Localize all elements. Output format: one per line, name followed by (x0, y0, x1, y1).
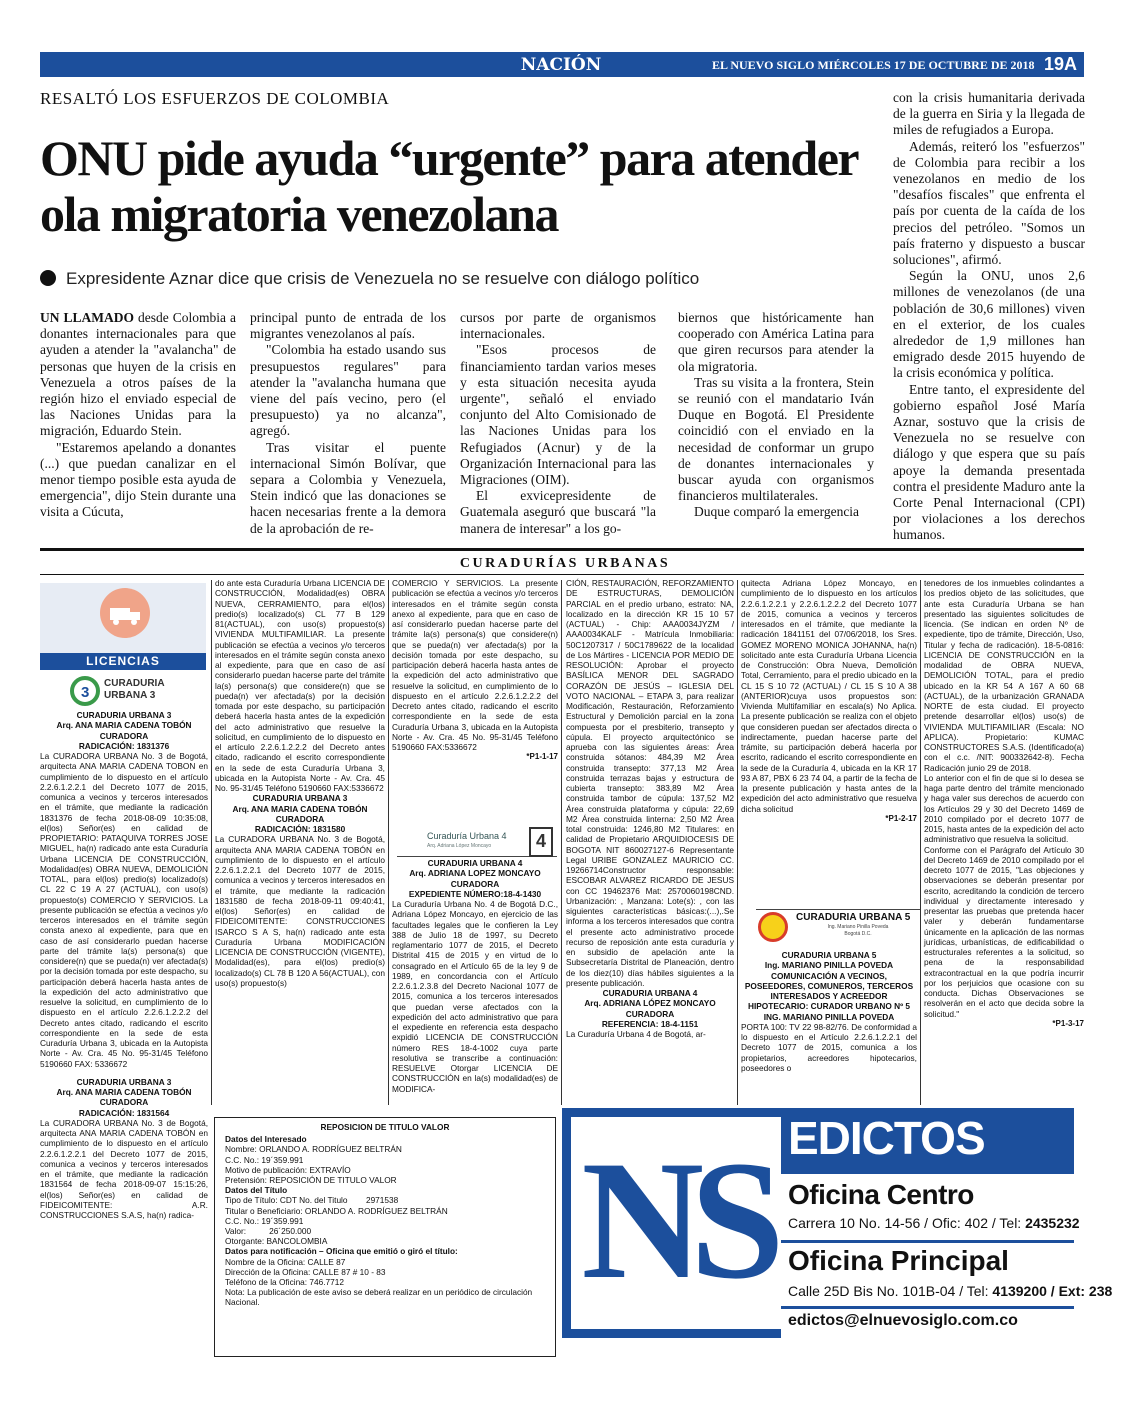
bullet-icon (40, 270, 56, 286)
notice-heading: RADICACIÓN: 1831580 (254, 824, 346, 834)
notice-body: La Curaduría Urbana No. 4 de Bogotá D.C., Adriana López Moncayo, en ejercicio de las facultades legales que le confieren la Ley 388 de Julio 18 de 1997, su Decreto reglamentario 1077 de 2015, el Decreto Distrital 415 de 2015 y en virtud de lo consagrado en el Artículo 65 de la ley 9 de 1989, en concordancia con el Artículo 2.2.6.1.2.3.8 del Decreto Nacional 1077 de 2015, comunica a los terceros interesados que puedan verse afectados con la expedición del acto administrativo que para el expediente en referencia esta despacho expidió LICENCIA DE CONSTRUCCIÓN número RES 18-4-1002 cuya parte resolutiva se transcribe a continuación: RESUELVE Otorgar LICENCIA DE CONSTRUCCIÓN en la(s) modalidad(es) de MODIFICA- (392, 899, 558, 1094)
edictos-title: EDICTOS (788, 1112, 985, 1164)
legal-column-1 (40, 710, 208, 1220)
col2-p1: principal punto de entrada de los migrantes venezolanos al país. (250, 310, 446, 342)
article-column-4 (678, 310, 874, 521)
column-rule (388, 580, 389, 1105)
cu4-logo-mark: 4 (529, 827, 553, 857)
repo-heading: Datos para notificación – Oficina que emitió o giró el título: (225, 1246, 458, 1257)
col5-p1: con la crisis humanitaria derivada de la guerra en Siria y la llegada de miles de refugiados a Europa. (893, 90, 1085, 138)
notice-body: COMERCIO Y SERVICIOS. La presente publicación se efectúa a vecinos y/o terceros interesados en el trámite según consta anexo al expediente, para que en caso de así considerarlo puedan hacerse parte del trámite la(s) persona(s) que considere(n) que se pueda(n) ver afectada(s) por la decisión tomada por este despacho, su participación deberá hacerla hasta antes de la expedición del acto administrativo que resuelve la solicitud, en cumplimiento de lo dispuesto en el artículo 2.2.6.1.2.2.2 del Decreto antes citado, radicando el escrito correspondiente en la sede de esta Curaduría Urbana 3, ubicada en la Autopista Norte - Av. Cra. 45 No. 95-31/45 Teléfono 5190660 FAX:5336672 (392, 578, 558, 752)
notice-body: La CURADORA URBANA No. 3 de Bogotá, arquitecta ANA MARIA CADENA TOBÓN en cumplimiento de lo dispuesto en el artículo 2.2.6.1.2.2.1 del Decreto 1077 de 2015, comunica a vecinos y terceros interesados en el trámite, que mediante la radicación 1831580 de fecha 2018-09-11 09:40:41, el(los) Señor(es) en calidad de FIDEICOMITENTE: CONSTRUCCIONES ISARCO S A S, ha(n) radicado ante esta Curaduría Urbana MODIFICACIÓN LICENCIA DE CONSTRUCCIÓN (VIGENTE), Modalidad(es), para el(los) predio(s) localizado(s) CL 78 B 120 A 56(ACTUAL), con uso(s) propuesto(s) (215, 834, 385, 988)
notice-body: do ante esta Curaduría Urbana LICENCIA DE CONSTRUCCIÓN, Modalidad(es) OBRA NUEVA, CERRAMIENTO, para el(los) predio(s) localizado(s) CL 77 B 129 81(ACTUAL), con uso(s) propuesto(s) VIVIENDA MULTIFAMILIAR. La presente publicación se efectúa a vecinos y/o terceros interesados en el trámite según consta anexo al expediente, para que en caso de así considerarlo puedan hacerse parte del trámite la(s) persona(s) que considere(n) que se pueda(n) ver afectada(s) por la decisión tomada por este despacho, su participación deberá hacerla hasta antes de la expedición del acto administrativo que resuelve la solicitud, en cumplimiento de lo dispuesto en el artículo 2.2.6.1.2.2.2 del Decreto antes citado, radicando el escrito correspondiente en la sede de esta Curaduría Urbana 3, ubicada en la Autopista Norte - Av. Cra. 45 No. 95-31/45 Teléfono 5190660 FAX:5336672 (215, 578, 385, 793)
legal-column-3b (392, 858, 558, 1094)
issue-info: EL NUEVO SIGLO MIÉRCOLES 17 DE OCTUBRE DE 2018 (712, 58, 1035, 72)
repo-line: C.C. No.: 19´359.991 (225, 1154, 304, 1165)
article-column-3 (460, 310, 656, 537)
notice-ref: *P1-3-17 (1052, 1018, 1084, 1028)
section-rule (40, 574, 1084, 575)
section-name: NACIÓN (520, 55, 602, 75)
column-rule (211, 580, 212, 1105)
notice-body: Conforme con el Parágrafo del Artículo 30 del Decreto 1469 de 2010 compilado por el decreto 1077 de 2015, "Las objeciones y observaciones se deberán presentar por escrito, acreditando la condición de tercero individual y directamente interesado y presentar las pruebas que pretenda hacer valer y deberán fundamentarse únicamente en la aplicación de las normas jurídicas, urbanísticas, de edificabilidad o estructurales referentes a la solicitud, so pena de la responsabilidad extracontractual en la que podría incurrir por los perjuicios que ocasione con su conducta. Dichas Observaciones se resolverán en el acto que decida sobre la solicitud." (924, 844, 1084, 1019)
mixer-truck-icon (100, 588, 150, 638)
reposicion-notice (214, 1117, 556, 1357)
col3-p3: El exvicepresidente de Guatemala aseguró que buscará "la manera de interesar" a los go- (460, 488, 656, 536)
office-principal: Oficina Principal (788, 1245, 1009, 1276)
notice-ref: *P1-1-17 (526, 752, 558, 762)
office-centro-address (788, 1214, 1080, 1232)
article-column-1 (40, 310, 236, 521)
addr2-ext: / Ext: 238 (1046, 1283, 1113, 1299)
repo-line: Nombre: ORLANDO A. RODRÍGUEZ BELTRÁN (225, 1144, 402, 1155)
notice-body: tenedores de los inmuebles colindantes a los predios objeto de las solicitudes, que ante esta Curaduría Urbana se han presentado las siguientes solicitudes de licencia. (Se indican en orden Nº de expediente, tipo de trámite, Dirección, Uso, Titular y fecha de radicación). 18-5-0816: LICENCIA DE CONSTRUCCIÓN en la modalidad de OBRA NUEVA, DEMOLICIÓN TOTAL, para el predio ubicado en la KR 54 A 167 A 60 68 (ACTUAL), de la urbanización GRANADA NORTE de esta ciudad. El proyecto pretende desarrollar el(los) uso(s) de VIVIENDA MULTIFAMILIAR (Escala: NO APLICA). Propietario: KUMAC CONSTRUCTORES S.A.S. (Identificado(a) con el c.c. /NIT: 900332642-8). Fecha Radicación junio 29 de 2018. (924, 578, 1084, 773)
repo-line: Otorgante: BANCOLOMBIA (225, 1236, 328, 1247)
repo-heading: Datos del Interesado (225, 1134, 307, 1145)
legal-column-6 (924, 578, 1084, 1029)
curaduria4-logo (397, 825, 557, 857)
notice-heading: CURADORA (625, 1008, 675, 1019)
cu4-logo-text: Curaduría Urbana 4 (427, 831, 507, 841)
notice-heading: Arq. ANA MARIA CADENA TOBÓN (56, 1087, 192, 1097)
notice-heading: Arq. ADRIANA LÓPEZ MONCAYO (584, 998, 716, 1009)
col1-p2: "Estaremos apelando a donantes (...) que puedan canalizar en el menor tiempo posible esta ayuda de emergencia", dijo Stein durante una visita a Cúcuta, (40, 439, 236, 520)
article-subhead (40, 269, 840, 289)
column-rule (737, 580, 738, 1105)
article-kicker: RESALTÓ LOS ESFUERZOS DE COLOMBIA (40, 89, 390, 108)
ns-logo: NS (581, 1126, 771, 1314)
col4-p2: Tras su visita a la frontera, Stein se reunió con el mandatario Iván Duque en Bogotá. El Presidente coincidió con el enviado en la necesidad de conformar un grupo de donantes internacionales y buscar ayuda con organismos financieros multilaterales. (678, 374, 874, 504)
svg-text:3: 3 (81, 684, 90, 701)
notice-heading: RADICACIÓN: 1831564 (78, 1107, 170, 1118)
notice-body: quitecta Adriana López Moncayo, en cumplimiento de lo dispuesto en los artículos 2.2.6.1.2.2.1 y 2.2.6.1.2.2.2 del Decreto 1077 de 2015, comunica a vecinos y terceros interesados en el trámite, que mediante la radicación 1841151 del 07/06/2018, los Sres. GOMEZ MORENO MONICA JOHANNA, ha(n) solicitado ante esta Curaduría Urbana Licencia de Construcción: Obra Nueva, Demolición Total, Cerramiento, para el predio ubicado en la CL 15 S 10 72 (ACTUAL) / CL 15 S 10 A 38 (ANTERIOR)cuya usos propuestos son: Vivienda Multifamiliar en escala(s) No Aplica. La presente publicación se realiza con el objeto que consideren puedan ser afectados directa o indirectamente, puedan hacerse parte del trámite, su participación deberá hacerla por escrito, radicando el escrito correspondiente en la sede de la Curaduría 4, ubicada en la KR 17 93 A 87, PBX 6 23 74 04, a partir de la fecha de la presente publicación y hasta antes de la expedición del acto administrativo que resuelva dicha solicitud (741, 578, 917, 814)
repo-line: Teléfono de la Oficina: 746.7712 (225, 1277, 345, 1288)
column-rule (920, 580, 921, 1105)
notice-body: Lo anterior con el fin de que si lo desea se haga parte dentro del trámite mencionado y haga valer sus derechos de acuerdo con los Artículos 29 y 30 del Decreto 1469 de 2010 compilado por el decreto 1077 de 2015, hasta antes de la expedición del acto administrativo que resuelva la solicitud. (924, 772, 1084, 845)
notice-heading: CURADURIA URBANA 3 (76, 1076, 172, 1087)
col3-p1: cursos por parte de organismos internacionales. (460, 310, 656, 342)
column-rule (561, 580, 562, 1105)
col5-p3: Según la ONU, unos 2,6 millones de venezolanos (de una población de 30,6 millones) viven en el exterior, de los cuales alrededor de 1,9 millones han emigrado desde 2015 huyendo de la crisis económica y política. (893, 268, 1085, 381)
col5-p4: Entre tanto, el expresidente del gobierno español José María Aznar, sostuvo que la crisis de Venezuela no se resuelve con diálogo y que espera que su país apoye la demanda presentada contra el presidente Maduro ante la Corte Penal Internacional (CPI) por violaciones a los derechos humanos. (893, 381, 1085, 543)
repo-line: Nombre de la Oficina: CALLE 87 (225, 1256, 346, 1267)
notice-ref: *P1-2-17 (885, 813, 917, 823)
article-headline: ONU pide ayuda “urgente” para atender ola migratoria venezolana (40, 130, 858, 242)
office-centro: Oficina Centro (788, 1179, 974, 1210)
addr1-tel: 2435232 (1025, 1215, 1080, 1231)
col4-p3: Duque comparó la emergencia (694, 504, 860, 520)
notice-body: CIÓN, RESTAURACIÓN, REFORZAMIENTO DE ESTRUCTURAS, DEMOLICIÓN PARCIAL en el predio urbano, estrato: NA, localizado en la dirección KR 15 10 57 (ACTUAL) - Chip: AAA0034JYZM / AAA0034KALF - Matrícula Inmobiliaria: 50C1207317 / 50C1789622 de la localidad de Los Mártires - LICENCIA POR MEDIO DE RESOLUCIÓN: Aprobar el proyecto BASÍLICA MENOR DEL SAGRADO CORAZÓN DE JESÚS – IGLESIA DEL VOTO NACIONAL – ETAPA 3, para realizar Modificación, Restauración, Reforzamiento Estructural y Demolición parcial en la zona compuesta por el presbiterio, transepto y cúpula. El proyecto arquitectónico se aprueba con las siguientes áreas: Área construida sótanos: 484,39 M2 Área construida transepto: 377,13 M2 Área construida terrazas bajas y estructura de cubierta transepto: 383,89 M2 Área construida tambor de cúpula: 137,52 M2 Área construida plataforma y cúpula: 22,69 M2 Área construida linterna: 2,50 M2 Área total construida: 1246,80 M2 Titulares: en calidad de Propietario ARQUIDIOCESIS DE BOGOTA NIT 860027127-6 Representante Legal URIBE GONZALEZ MAURICIO CC. 19266714Constructor responsable: ESCOBAR ALVAREZ RICARDO DE JESUS con CC 19462376 Mat: 2570060198CND. Urbanización: , Manzana: Lote(s): , con las siguientes características básicas:(...),.Se informa a los terceros interesados que contra el presente acto administrativo procede recurso de reposición ante esta curaduría y en subsidio de apelación ante la Subsecretaría Distrital de Planeación, dentro de los diez(10) días hábiles siguientes a la presente publicación. (566, 578, 734, 988)
notice-body: La Curaduría Urbana 4 de Bogotá, ar- (566, 1029, 706, 1039)
notice-heading: EXPEDIENTE NÚMERO:18-4-1430 (408, 888, 542, 899)
repo-line: Pretensión: REPOSICIÓN DE TITULO VALOR (225, 1175, 397, 1186)
col2-p2: "Colombia ha estado usando sus presupuestos regulares" para atender la "avalancha humana que viene del país vecino, pero (el presupuesto) ya no alcanza", agregó. (250, 342, 446, 439)
section-title: CURADURÍAS URBANAS (459, 556, 671, 571)
legal-column-5b (741, 950, 917, 1073)
c3-logo-text: CURADURIA URBANA 3 (104, 678, 165, 701)
addr2-tel: 4139200 (992, 1283, 1047, 1299)
repo-line: Titular o Beneficiario: ORLANDO A. RODRÍGUEZ BELTRÁN (225, 1205, 448, 1216)
notice-heading: CURADURIA URBANA 3 (252, 793, 348, 804)
notice-heading: CURADORA (450, 878, 500, 889)
lead-word: UN LLAMADO (40, 310, 135, 325)
notice-heading: CURADURIA URBANA 4 (427, 858, 523, 868)
article-column-5 (893, 90, 1085, 544)
notice-heading: CURADORA (99, 1097, 149, 1108)
cu5-logo-title: CURADURIA URBANA 5 (796, 912, 911, 923)
subhead-text: Expresidente Aznar dice que crisis de Venezuela no se resuelve con diálogo político (66, 269, 700, 288)
cu4-logo-sub: Arq. Adriana López Moncayo (427, 843, 492, 849)
cu5-emblem-icon (758, 912, 788, 942)
legal-column-2 (215, 578, 385, 988)
repo-heading: Datos del Título (225, 1185, 288, 1196)
page-number: 19A (1044, 54, 1078, 74)
notice-heading: CURADURIA URBANA 4 (602, 988, 698, 998)
notice-heading: COMUNICACIÓN A VECINOS, POSEEDORES, COMUNEROS, TERCEROS INTERESADOS Y ACREEDOR HIPOTECARIO: CURADOR URBANO Nº 5 ING. MARIANO PINILLA POVEDA (744, 970, 914, 1022)
notice-body: La CURADORA URBANA No. 3 de Bogotá, arquitecta ANA MARIA CADENA TOBÓN en cumplimiento de lo dispuesto en el artículo 2.2.6.1.2.2.1 del Decreto 1077 de 2015, comunica a vecinos y terceros interesados en el trámite, que mediante la radicación 1831564 de fecha 2018-09-07 15:15:26, el(los) Señor(es) en calidad de FIDEICOMITENTE: A.R. CONSTRUCCIONES S.A.S, ha(n) radica- (40, 1117, 208, 1220)
repo-line: Motivo de publicación: EXTRAVÍO (225, 1164, 351, 1175)
notice-heading: Arq. ANA MARIA CADENA TOBÓN (232, 803, 368, 814)
notice-heading: REFERENCIA: 18-4-1151 (601, 1018, 699, 1029)
notice-heading: CURADORA (275, 813, 325, 824)
repo-line: Nota: La publicación de este aviso se deberá realizar en un periódico de circulación Nacional. (225, 1287, 533, 1308)
cu5-logo-sub: Ing. Mariano Pinilla Poveda (827, 924, 889, 930)
notice-heading: CURADORA (99, 730, 149, 741)
repo-line: Valor: 26´250.000 (225, 1226, 312, 1237)
notice-heading: CURADURIA URBANA 3 (76, 710, 172, 720)
col5-p2: Además, reiteró los "esfuerzos" de Colombia para recibir a los venezolanos en medio de los "desafíos fiscales" que enfrenta el país por cuenta de la caída de los precios del petróleo. "Somos un país fraterno y dispuesto a buscar soluciones", afirmó. (893, 138, 1085, 268)
c3-icon (70, 676, 100, 706)
notice-body: La CURADORA URBANA No. 3 de Bogotá, arquitecta ANA MARIA CADENA TOBON en cumplimiento de lo dispuesto en el artículo 2.2.6.1.2.2.1 del Decreto 1077 de 2015, comunica a vecinos y terceros interesados en el trámite, que mediante la radicación 1831376 de fecha 2018-08-09 10:35:08, el(los) Señor(es) en calidad de PROPIETARIO: PATAQUIVA TORRES JOSE MIGUEL, ha(n) radicado ante esta Curaduría Urbana LICENCIA DE CONSTRUCCIÓN, Modalidad(es) OBRA NUEVA, DEMOLICIÓN TOTAL, para el(los) predio(s) localizado(s) CL 22 C 19 A 27 (ACTUAL), con uso(s) propuesto(s) COMERCIO Y SERVICIOS. La presente publicación se efectúa a vecinos y/o terceros interesados en el trámite según consta anexo al expediente, para que en caso de así considerarlo puedan hacerse parte del trámite la(s) persona(s) que considere(n) que se pueda(n) ver afectada(s) por la decisión tomada por este despacho, su participación deberá hacerla hasta antes de la expedición del acto administrativo que resuelve la solicitud, en cumplimiento de lo dispuesto en el artículo 2.2.6.1.2.2.2 del Decreto antes citado, radicando el escrito correspondiente en la sede de esta Curaduría Urbana 3, ubicada en la Autopista Norte - Av. Cra. 45 No. 95-31/45 Teléfono 5190660 FAX: 5336672 (40, 751, 208, 1069)
legal-column-5 (741, 578, 917, 824)
col1-p1: desde Colombia a donantes internacionales para que ayuden a atender la "avalancha" de personas que huyen de la crisis en Venezuela a otros países de la región hizo el enviado especial de las Naciones Unidas para la migración, Eduardo Stein. (40, 310, 237, 439)
col4-p1: biernos que históricamente han cooperado con América Latina para que giren recursos para atender la ola migratoria. (678, 310, 874, 374)
notice-body: PORTA 100: TV 22 98-82/76. De conformidad a lo dispuesto en el Artículo 2.2.6.1.2.2.1 del Decreto 1077 de 2015, comunica a los propietarios, acreedores hipotecarios, poseedores o (741, 1021, 917, 1073)
section-divider (40, 548, 1084, 551)
licencias-label: LICENCIAS (40, 653, 206, 670)
notice-heading: Arq. ADRIANA LOPEZ MONCAYO (409, 868, 541, 879)
addr1-text: Carrera 10 No. 14-56 / Ofic: 402 / Tel: (788, 1215, 1026, 1231)
repo-line: Tipo de Título: CDT No. del Titulo 2971538 (225, 1195, 399, 1206)
repo-title: REPOSICION DE TITULO VALOR (320, 1122, 450, 1132)
notice-heading: Ing. MARIANO PINILLA POVEDA (764, 960, 894, 971)
notice-heading: CURADURIA URBANA 5 (781, 950, 877, 960)
curaduria3-logo (70, 676, 200, 708)
legal-column-3 (392, 578, 558, 763)
cu5-logo-text (796, 912, 920, 938)
cu5-logo-sub2: Bogotá D.C. (844, 931, 872, 937)
notice-heading: Arq. ANA MARIA CADENA TOBÓN (56, 720, 192, 731)
article-column-2 (250, 310, 446, 537)
repo-line: Dirección de la Oficina: CALLE 87 # 10 - 83 (225, 1266, 386, 1277)
edictos-email[interactable]: edictos@elnuevosiglo.com.co (788, 1312, 1018, 1329)
repo-line: C.C. No.: 19´359.991 (225, 1215, 304, 1226)
addr2-text: Calle 25D Bis No. 101B-04 / Tel: (788, 1283, 993, 1299)
office-principal-address (788, 1282, 1112, 1300)
legal-column-4 (566, 578, 734, 1039)
notice-heading: RADICACIÓN: 1831376 (78, 740, 170, 751)
col2-p3: Tras visitar el puente internacional Simón Bolívar, que separa a Colombia y Venezuela, Stein indicó que las donaciones se hacen necesarias frente a la demora de la aprobación de re- (250, 439, 446, 536)
col3-p2: "Esos procesos de financiamiento tardan varios meses y esta situación necesita ayuda urgente", señaló el enviado conjunto del Alto Comisionado de las Naciones Unidas para los Refugiados (Acnur) y de la Organización Internacional para las Migraciones (OIM). (460, 342, 656, 488)
